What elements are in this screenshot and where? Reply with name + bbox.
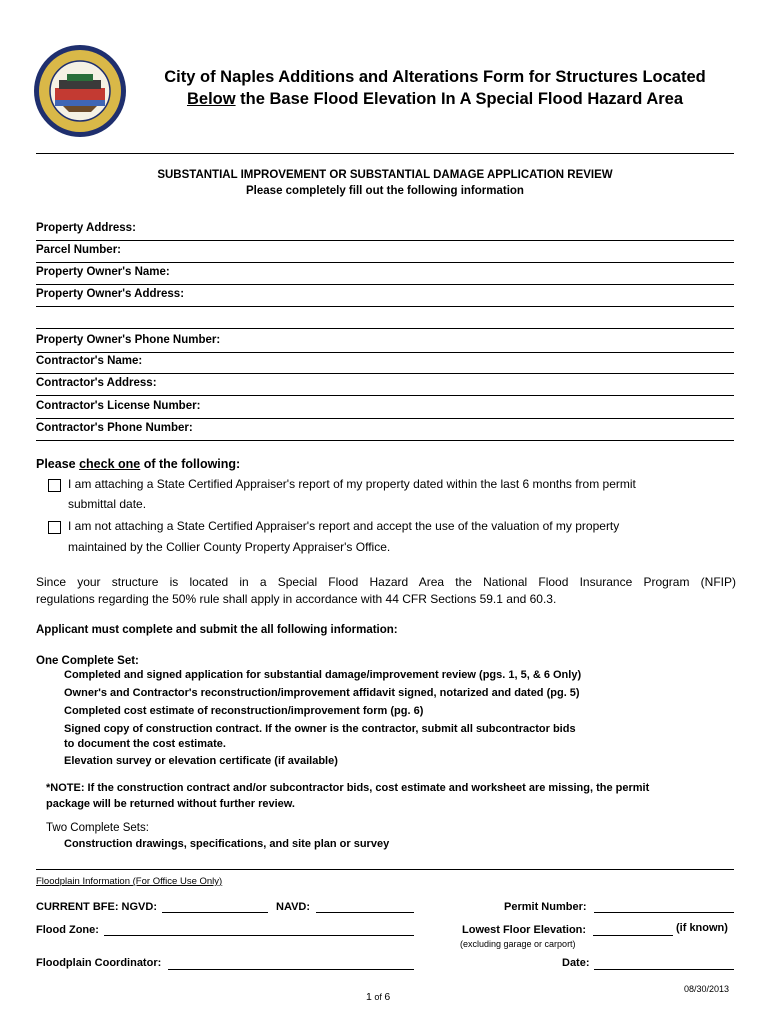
form-title-line1: City of Naples Additions and Alterations Form for Structures Located [164, 68, 706, 86]
requirement-item: Completed cost estimate of reconstruction/improvement form (pg. 6) [64, 705, 424, 717]
option1-line1: I am attaching a State Certified Appraiser's report of my property dated within the last 6 months from permit [68, 477, 636, 491]
option2-line1: I am not attaching a State Certified Appraiser's report and accept the use of the valuation of my property [68, 519, 620, 533]
requirement-item: Owner's and Contractor's reconstruction/improvement affidavit signed, notarized and dated (pg. 5) [64, 687, 580, 699]
application-subheading: Please completely fill out the following information [246, 185, 524, 197]
owner-address-field[interactable]: Property Owner's Address: [36, 286, 734, 307]
check-one-instruction [36, 457, 240, 471]
permit-number-label: Permit Number: [504, 901, 587, 913]
appraiser-report-checkbox[interactable] [48, 479, 61, 492]
coordinator-input[interactable] [168, 969, 414, 970]
page-of: of [371, 992, 385, 1002]
application-heading: SUBSTANTIAL IMPROVEMENT OR SUBSTANTIAL DAMAGE APPLICATION REVIEW [157, 169, 613, 181]
two-sets-heading: Two Complete Sets: [46, 822, 149, 834]
note-line2: package will be returned without further review. [46, 798, 295, 810]
contractor-license-field[interactable]: Contractor's License Number: [36, 398, 734, 419]
note-line1: *NOTE: If the construction contract and/or subcontractor bids, cost estimate and worksheet are missing, the permit [46, 782, 650, 794]
owner-name-field[interactable]: Property Owner's Name: [36, 264, 734, 285]
requirement-item: Elevation survey or elevation certificate (if available) [64, 755, 338, 767]
date-input[interactable] [594, 969, 734, 970]
page-total: 6 [384, 991, 391, 1003]
nfip-paragraph-line2: regulations regarding the 50% rule shall apply in accordance with 44 CFR Sections 59.1 and 60.3. [36, 592, 557, 606]
header-divider [36, 153, 734, 154]
requirement-item: to document the cost estimate. [64, 738, 226, 750]
contractor-name-field[interactable]: Contractor's Name: [36, 353, 734, 374]
title-below-word: Below [186, 90, 236, 108]
contractor-phone-field[interactable]: Contractor's Phone Number: [36, 420, 734, 441]
lowest-floor-input[interactable] [593, 935, 673, 936]
bfe-ngvd-label: CURRENT BFE: NGVD: [36, 901, 157, 913]
permit-number-input[interactable] [594, 912, 734, 913]
property-address-field[interactable]: Property Address: [36, 220, 734, 241]
owner-phone-field[interactable]: Property Owner's Phone Number: [36, 332, 734, 353]
two-sets-item: Construction drawings, specifications, and site plan or survey [64, 838, 390, 850]
form-title-line2 [110, 88, 760, 110]
one-set-heading: One Complete Set: [36, 655, 139, 667]
office-divider [36, 869, 734, 870]
option1-line2: submittal date. [68, 497, 147, 511]
excluding-note: (excluding garage or carport) [460, 939, 576, 949]
lowest-floor-label: Lowest Floor Elevation: [462, 924, 587, 936]
flood-zone-input[interactable] [104, 935, 414, 936]
navd-input[interactable] [316, 912, 414, 913]
parcel-number-field[interactable]: Parcel Number: [36, 242, 734, 263]
coordinator-label: Floodplain Coordinator: [36, 957, 162, 969]
date-label: Date: [562, 957, 590, 969]
check-prefix: Please [36, 457, 80, 471]
flood-zone-label: Flood Zone: [36, 924, 99, 936]
check-one-text: check one [79, 457, 141, 471]
contractor-address-field[interactable]: Contractor's Address: [36, 375, 734, 396]
navd-label: NAVD: [276, 901, 311, 913]
requirement-item: Completed and signed application for substantial damage/improvement review (pgs. 1, 5, & 6 Only) [64, 669, 582, 681]
page-number [366, 991, 390, 1003]
owner-address-field-2[interactable] [36, 308, 734, 329]
office-use-heading: Floodplain Information (For Office Use Only) [36, 876, 223, 887]
if-known-label: (if known) [676, 922, 728, 934]
option2-line2: maintained by the Collier County Property Appraiser's Office. [68, 540, 391, 554]
title-line2-rest: the Base Flood Elevation In A Special Flood Hazard Area [235, 90, 684, 108]
applicant-must-heading: Applicant must complete and submit the all following information: [36, 624, 398, 636]
no-appraiser-report-checkbox[interactable] [48, 521, 61, 534]
page-current: 1 [366, 991, 372, 1003]
version-date: 08/30/2013 [684, 984, 730, 994]
bfe-ngvd-input[interactable] [162, 912, 268, 913]
check-suffix: of the following: [140, 457, 241, 471]
requirement-item: Signed copy of construction contract. If the owner is the contractor, submit all subcontractor bids [64, 723, 576, 735]
nfip-paragraph-line1: Since your structure is located in a Special Flood Hazard Area the National Flood Insurance Program (NFIP) [36, 575, 736, 589]
